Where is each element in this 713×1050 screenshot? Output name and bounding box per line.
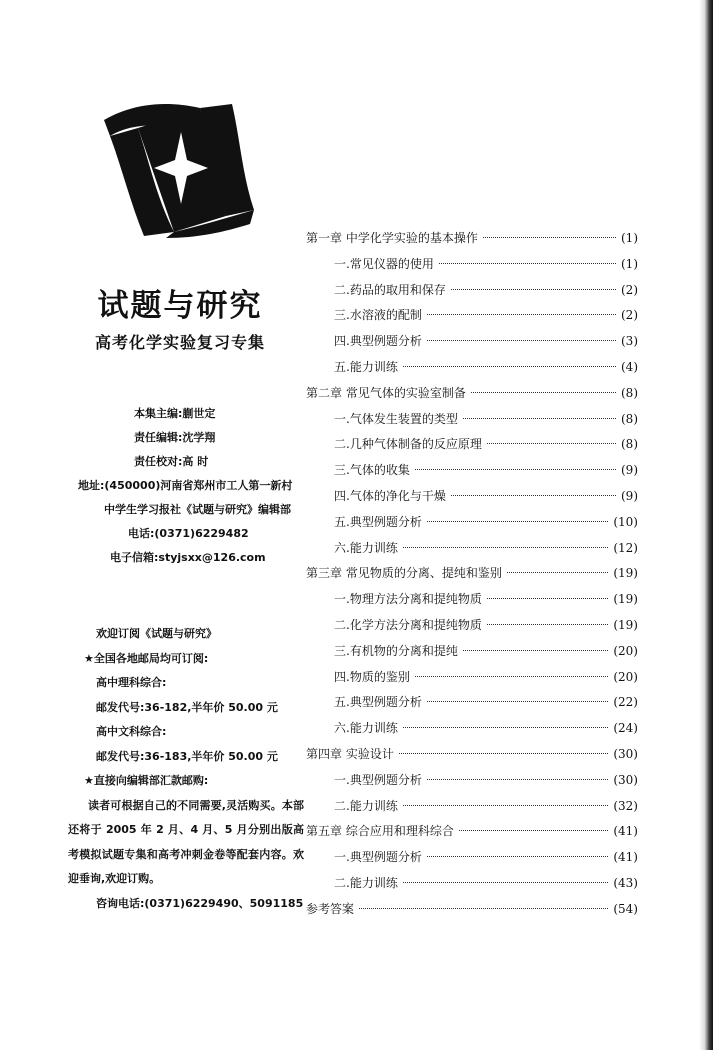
toc-leader: [399, 753, 609, 754]
toc-page-number: (19): [613, 617, 638, 632]
toc-page-number: (12): [613, 540, 638, 555]
toc-row[interactable]: [306, 871, 638, 897]
toc-page-number: (24): [613, 721, 638, 736]
toc-row[interactable]: [306, 329, 638, 355]
toc-row[interactable]: [306, 690, 638, 716]
toc-row[interactable]: [306, 845, 638, 871]
credits-block: [70, 402, 310, 570]
toc-leader: [415, 469, 616, 470]
toc-entry-title: 一.物理方法分离和提纯物质: [334, 592, 482, 607]
toc-page-number: (20): [613, 669, 638, 684]
toc-page-number: (10): [613, 514, 638, 529]
arts-code: 邮发代号:36-183,半年价 50.00 元: [96, 749, 278, 763]
toc-page-number: (19): [613, 566, 638, 581]
subscription-info: [68, 622, 306, 916]
toc-leader: [427, 779, 609, 780]
toc-entry-title: 三.气体的收集: [334, 463, 410, 478]
toc-entry-title: 三.水溶液的配制: [334, 308, 422, 323]
proofreader-credit: 责任校对:高 时: [134, 455, 209, 468]
toc-row[interactable]: [306, 742, 638, 768]
toc-page-number: (30): [613, 772, 638, 787]
welcome-line: 欢迎订阅《试题与研究》: [96, 627, 217, 640]
toc-page-number: (8): [621, 437, 638, 452]
toc-leader: [403, 727, 609, 728]
publisher-logo-icon: [104, 98, 256, 238]
toc-row[interactable]: [306, 639, 638, 665]
toc-entry-title: 五.能力训练: [334, 359, 398, 374]
toc-row[interactable]: [306, 381, 638, 407]
toc-page-number: (9): [621, 463, 638, 478]
toc-entry-title: 第一章 中学化学实验的基本操作: [306, 231, 478, 245]
toc-leader: [427, 856, 609, 857]
toc-row[interactable]: [306, 794, 638, 820]
toc-page-number: (1): [621, 256, 638, 271]
toc-page-number: (22): [613, 695, 638, 710]
inquiry-phone: 咨询电话:(0371)6229490、5091185: [96, 896, 304, 910]
toc-row[interactable]: [306, 536, 638, 562]
toc-page-number: (2): [621, 308, 638, 323]
toc-leader: [487, 598, 609, 599]
toc-entry-title: 一.常见仪器的使用: [334, 256, 434, 271]
toc-page-number: (43): [613, 875, 638, 890]
toc-leader: [403, 882, 609, 883]
toc-page-number: (9): [621, 488, 638, 503]
science-code: 邮发代号:36-182,半年价 50.00 元: [96, 700, 278, 714]
toc-leader: [471, 392, 616, 393]
toc-page-number: (41): [613, 824, 638, 839]
toc-leader: [359, 908, 608, 909]
toc-entry-title: 第四章 实验设计: [306, 746, 394, 761]
toc-entry-title: 二.能力训练: [334, 798, 398, 813]
toc-row[interactable]: [306, 897, 638, 923]
toc-leader: [427, 701, 609, 702]
toc-entry-title: 六.能力训练: [334, 721, 398, 736]
toc-leader: [463, 650, 609, 651]
toc-page-number: (20): [613, 643, 638, 658]
direct-order-line: ★直接向编辑部汇款邮购:: [84, 774, 209, 787]
responsible-editor-credit: 责任编辑:沈学翔: [134, 431, 216, 444]
subscription-paragraph: 读者可根据自己的不同需要,灵活购买。本部还将于 2005 年 2 月、4 月、5 月分别出版高考模拟试题专集和高考冲刺金卷等配套内容。欢迎垂询,欢迎订购。: [68, 798, 304, 885]
toc-entry-title: 一.气体发生装置的类型: [334, 411, 458, 426]
toc-entry-title: 一.典型例题分析: [334, 850, 422, 865]
toc-row[interactable]: [306, 278, 638, 304]
toc-row[interactable]: [306, 355, 638, 381]
toc-page-number: (41): [613, 850, 638, 865]
toc-page-number: (2): [621, 282, 638, 297]
toc-page-number: (4): [621, 359, 638, 374]
toc-leader: [451, 289, 616, 290]
toc-leader: [487, 443, 616, 444]
toc-leader: [439, 263, 616, 264]
toc-leader: [459, 830, 609, 831]
toc-leader: [483, 237, 616, 238]
toc-row[interactable]: [306, 226, 638, 252]
phone-number: 电话:(0371)6229482: [128, 527, 249, 540]
toc-row[interactable]: [306, 432, 638, 458]
toc-entry-title: 一.典型例题分析: [334, 772, 422, 787]
toc-row[interactable]: [306, 819, 638, 845]
toc-entry-title: 第二章 常见气体的实验室制备: [306, 385, 466, 400]
toc-leader: [403, 805, 609, 806]
toc-row[interactable]: [306, 613, 638, 639]
toc-row[interactable]: [306, 768, 638, 794]
toc-leader: [507, 572, 609, 573]
toc-entry-title: 二.化学方法分离和提纯物质: [334, 617, 482, 632]
toc-entry-title: 二.几种气体制备的反应原理: [334, 437, 482, 452]
toc-row[interactable]: [306, 458, 638, 484]
toc-row[interactable]: [306, 561, 638, 587]
toc-entry-title: 五.典型例题分析: [334, 695, 422, 710]
toc-leader: [487, 624, 609, 625]
post-office-line: ★全国各地邮局均可订阅:: [84, 651, 209, 665]
toc-entry-title: 四.典型例题分析: [334, 334, 422, 349]
toc-row[interactable]: [306, 510, 638, 536]
toc-page-number: (8): [621, 385, 638, 400]
toc-entry-title: 参考答案: [306, 901, 355, 916]
book-title: 试题与研究: [97, 288, 263, 324]
toc-leader: [451, 495, 616, 496]
toc-page-number: (30): [613, 746, 638, 761]
toc-page-number: (3): [621, 334, 638, 349]
toc-entry-title: 六.能力训练: [334, 540, 398, 555]
book-subtitle: 高考化学实验复习专集: [94, 333, 265, 352]
table-of-contents: [306, 226, 638, 923]
toc-page-number: (1): [621, 231, 638, 245]
toc-page-number: (32): [613, 798, 638, 813]
toc-leader: [463, 418, 616, 419]
toc-leader: [403, 366, 616, 367]
toc-leader: [403, 547, 609, 548]
toc-page-number: (8): [621, 411, 638, 426]
toc-entry-title: 五.典型例题分析: [334, 514, 422, 529]
toc-leader: [427, 521, 609, 522]
page-spine-edge: [699, 0, 713, 1050]
address-line-1: 地址:(450000)河南省郑州市工人第一新村: [78, 479, 293, 492]
toc-entry-title: 四.物质的鉴别: [334, 669, 410, 684]
toc-entry-title: 第五章 综合应用和理科综合: [306, 824, 454, 839]
email-address: 电子信箱:styjsxx@126.com: [110, 551, 266, 564]
toc-entry-title: 三.有机物的分离和提纯: [334, 643, 458, 658]
toc-row[interactable]: [306, 407, 638, 433]
toc-entry-title: 二.能力训练: [334, 875, 398, 890]
toc-entry-title: 四.气体的净化与干燥: [334, 488, 446, 503]
toc-leader: [427, 340, 616, 341]
toc-entry-title: 二.药品的取用和保存: [334, 282, 446, 297]
toc-row[interactable]: [306, 716, 638, 742]
toc-row[interactable]: [306, 252, 638, 278]
toc-row[interactable]: [306, 484, 638, 510]
arts-title: 高中文科综合:: [96, 725, 167, 738]
toc-leader: [427, 314, 616, 315]
science-title: 高中理科综合:: [96, 676, 167, 689]
toc-row[interactable]: [306, 665, 638, 691]
toc-page-number: (19): [613, 592, 638, 607]
toc-row[interactable]: [306, 303, 638, 329]
toc-row[interactable]: [306, 587, 638, 613]
toc-page-number: (54): [613, 901, 638, 916]
toc-leader: [415, 676, 609, 677]
toc-entry-title: 第三章 常见物质的分离、提纯和鉴别: [306, 566, 502, 581]
address-line-2: 中学生学习报社《试题与研究》编辑部: [104, 503, 291, 516]
editor-credit: 本集主编:蒯世定: [134, 407, 216, 420]
